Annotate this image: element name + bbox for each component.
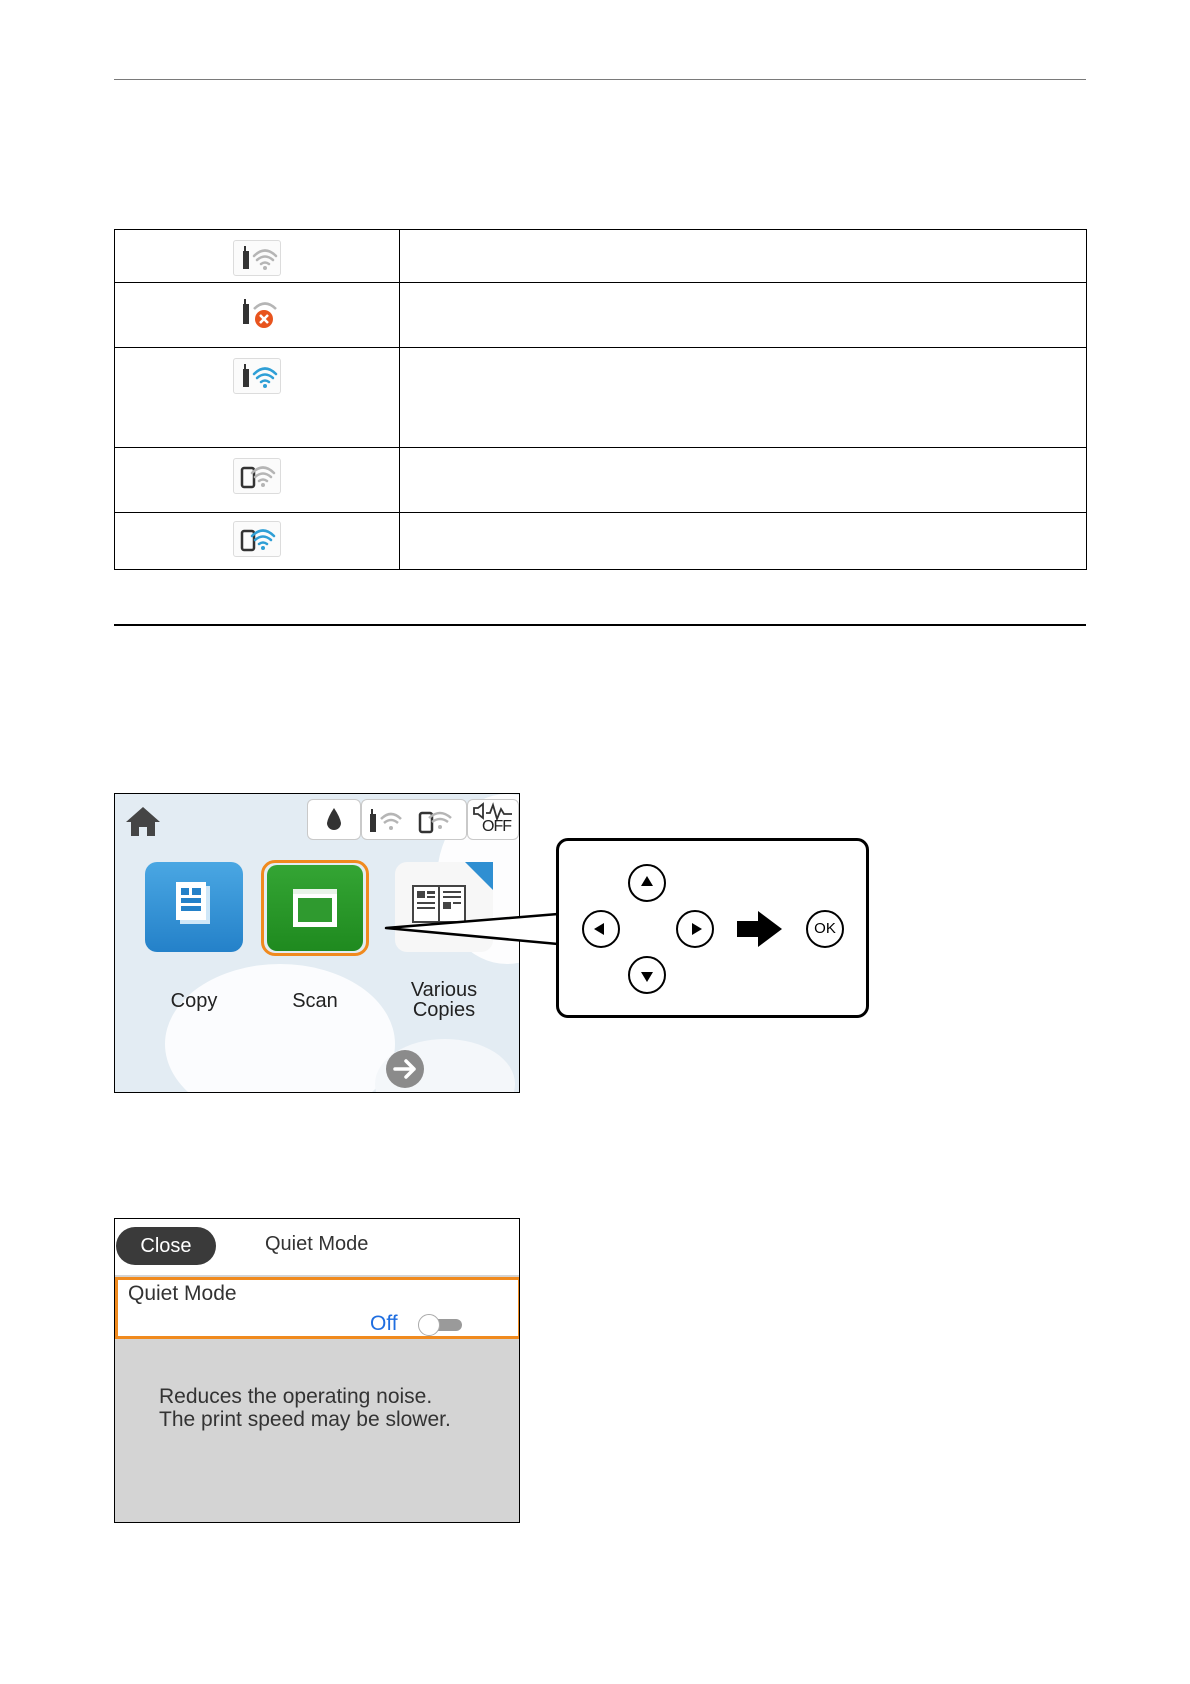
down-button[interactable] [629, 957, 665, 993]
right-button[interactable] [677, 911, 713, 947]
copy-icon [145, 862, 243, 952]
home-screen-panel [114, 793, 520, 1093]
wifi-printer-weak-icon [233, 240, 281, 276]
network-status-button[interactable] [361, 799, 467, 840]
various-copies-app-button[interactable] [395, 862, 493, 952]
description-cell [400, 448, 1087, 513]
ink-status-button[interactable] [307, 799, 361, 840]
copy-app-button[interactable] [145, 862, 243, 952]
next-page-arrow-icon[interactable] [385, 1049, 425, 1089]
description-cell [400, 513, 1087, 570]
description-cell [400, 230, 1087, 283]
left-button[interactable] [583, 911, 619, 947]
close-button[interactable]: Close [116, 1227, 216, 1265]
various-copies-label: Various Copies [410, 979, 478, 1021]
quiet-mode-button[interactable] [467, 799, 519, 840]
quiet-mode-panel [114, 1218, 520, 1523]
description-cell [400, 348, 1087, 448]
wifi-direct-connected-icon [233, 521, 281, 557]
quiet-description: Reduces the operating noise. The print speed may be slower. [159, 1385, 451, 1431]
quiet-mode-toggle[interactable] [418, 1314, 464, 1334]
section-rule [114, 624, 1086, 626]
quiet-badge-text: OFF [482, 818, 511, 835]
various-copies-icon [395, 862, 493, 952]
icon-cell [115, 513, 400, 570]
icon-cell [115, 448, 400, 513]
home-icon[interactable] [123, 804, 163, 838]
screen-title: Quiet Mode [265, 1233, 369, 1255]
scan-icon [267, 865, 363, 951]
wifi-printer-connected-icon [233, 358, 281, 394]
wifi-direct-weak-icon [233, 458, 281, 494]
description-cell [400, 283, 1087, 348]
scan-label: Scan [292, 990, 338, 1012]
icon-cell [115, 283, 400, 348]
header-rule [114, 79, 1086, 80]
quiet-mode-setting-row[interactable] [115, 1277, 520, 1339]
control-panel-callout [556, 838, 869, 1018]
setting-value: Off [370, 1312, 398, 1335]
arrow-right-icon [737, 911, 782, 947]
up-button[interactable] [629, 865, 665, 901]
scan-app-button[interactable] [267, 865, 363, 951]
ok-label: OK [814, 920, 836, 937]
icon-cell [115, 230, 400, 283]
setting-label: Quiet Mode [128, 1282, 237, 1305]
icon-cell [115, 348, 400, 448]
network-icon-table [114, 229, 1087, 570]
copy-label: Copy [170, 990, 218, 1012]
wifi-printer-error-icon [233, 293, 281, 329]
